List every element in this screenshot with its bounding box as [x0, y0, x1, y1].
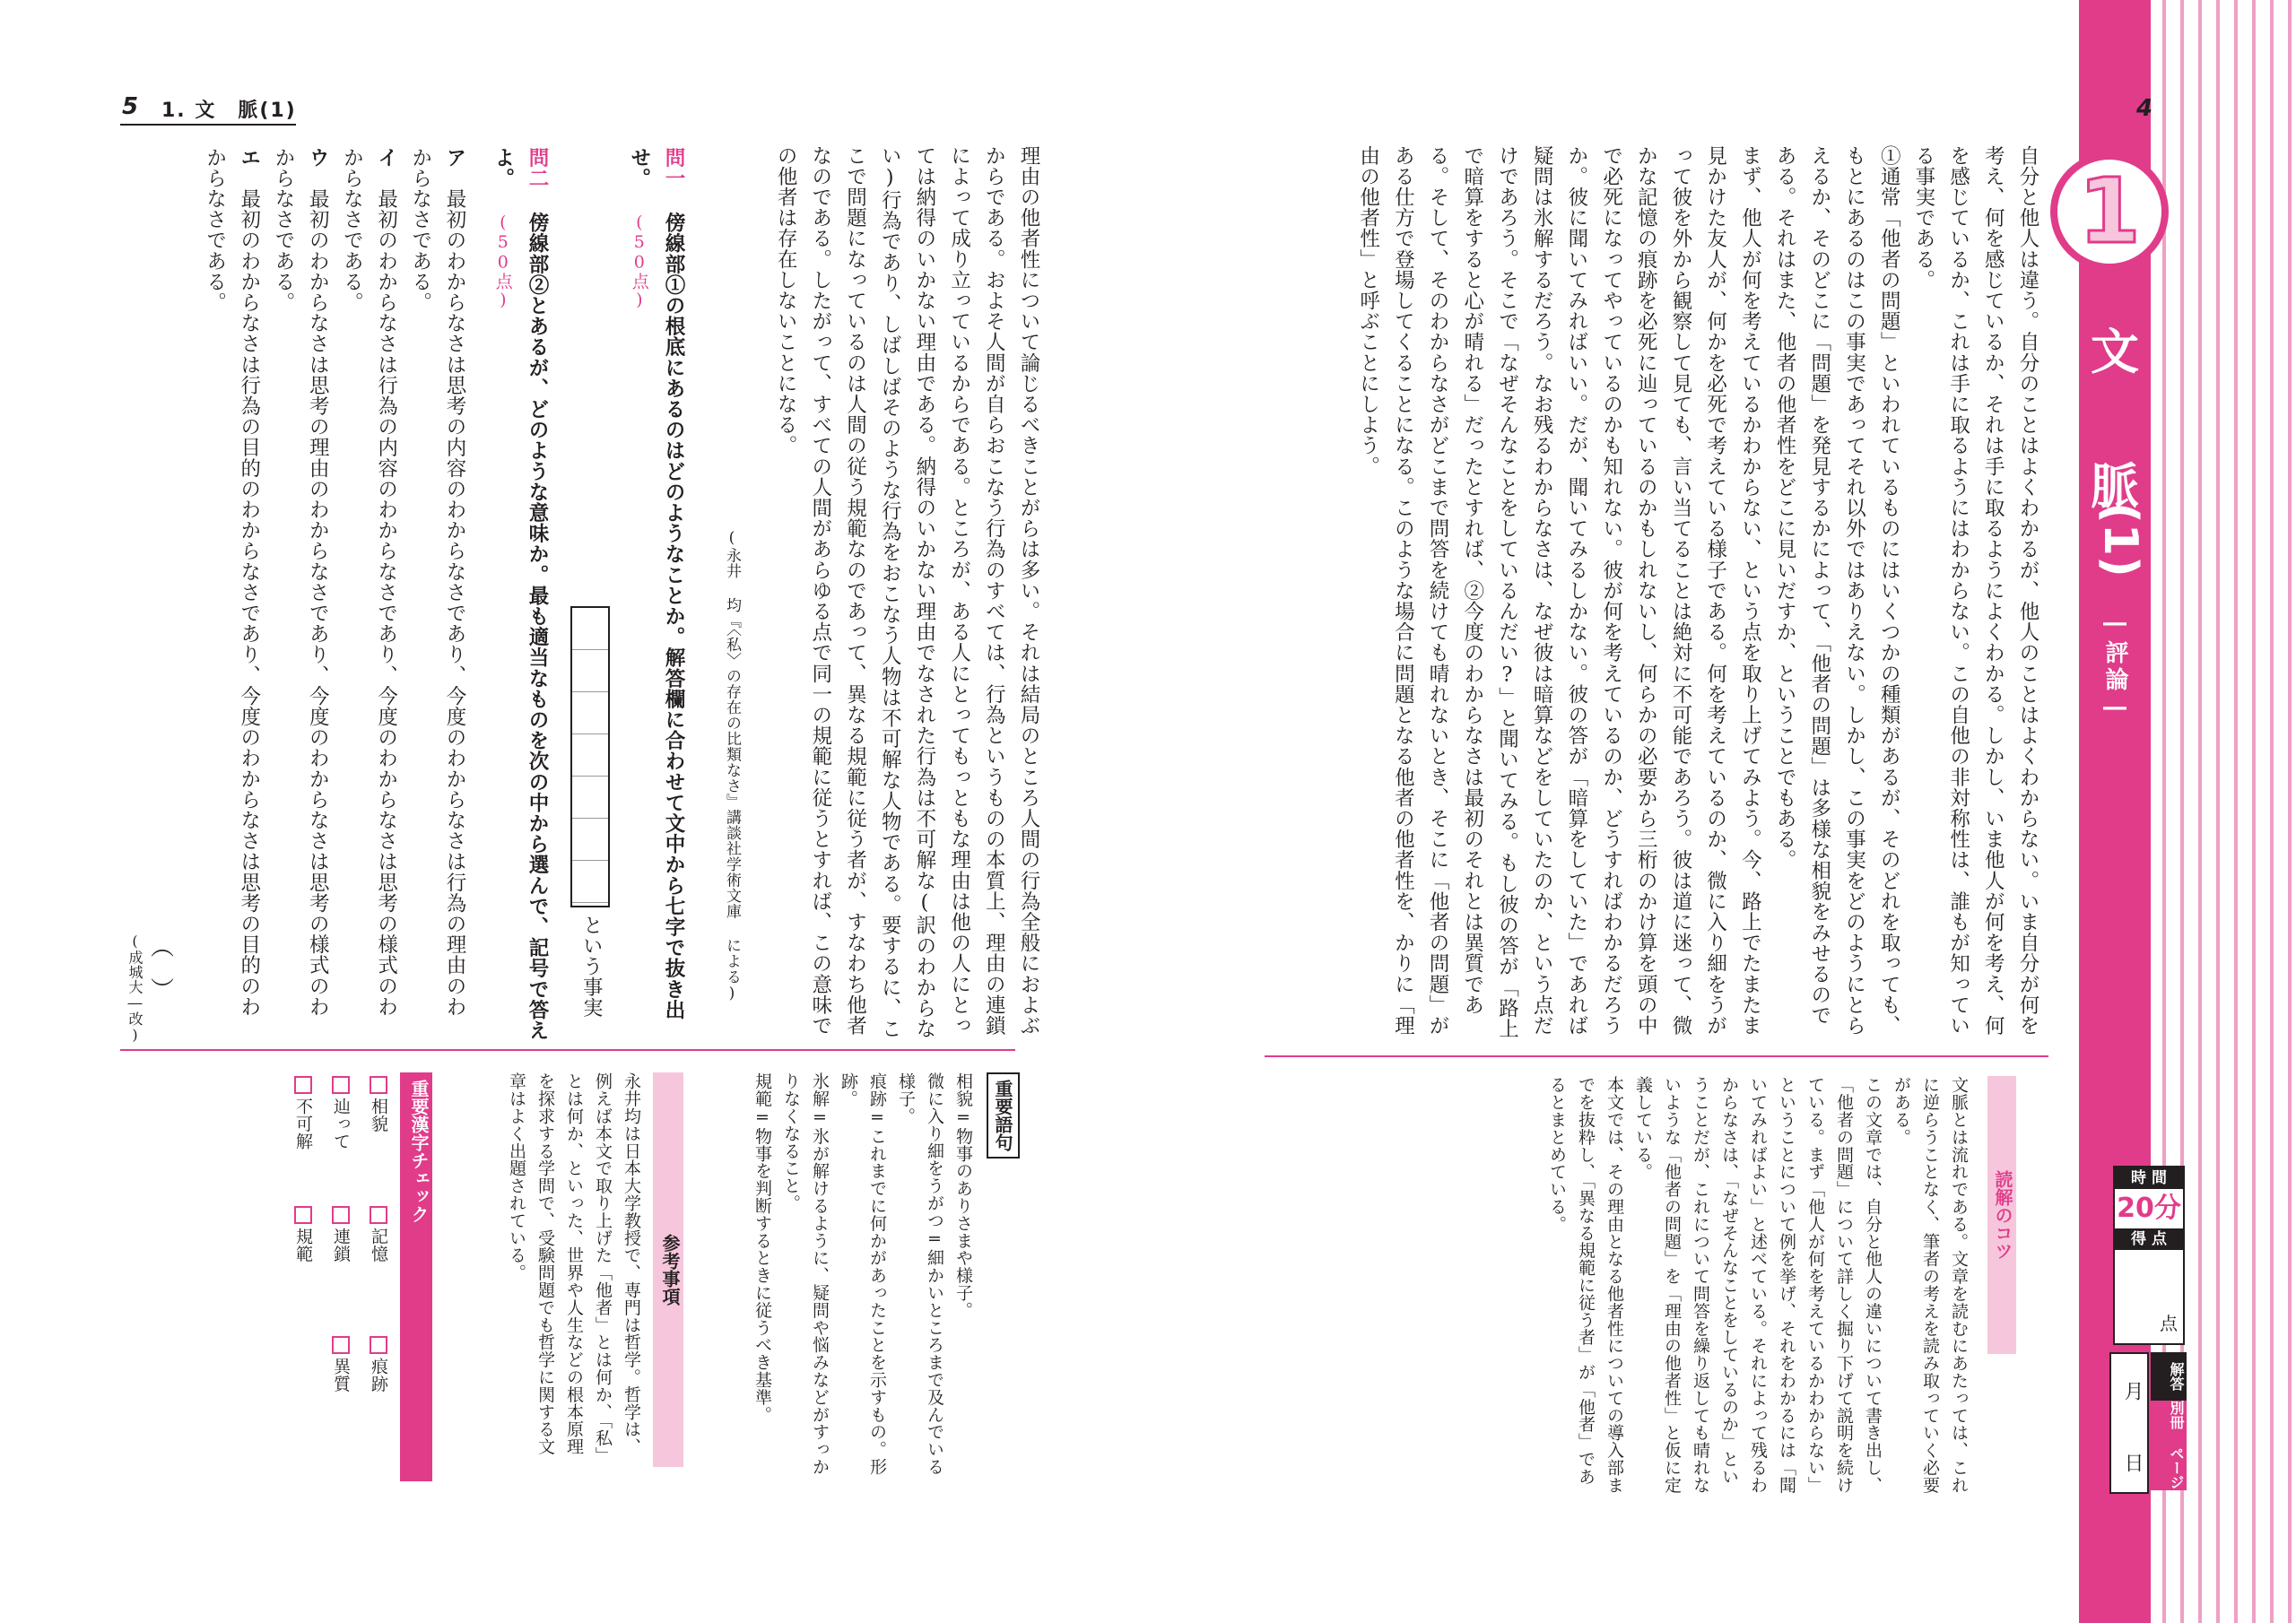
- question-2: [483, 147, 554, 1044]
- chapter-title-char-1: 文: [2091, 324, 2139, 380]
- left-page-number: 5: [122, 93, 139, 120]
- paragraph-3: まず、他人が何を考えているかわからない、という点を取り上げてみよう。今、路上でたまたま見かけた友人が、何かを必死で考えている様子である。何を考えているのか、微に入り細をうがって彼を外から観察して見ても、言い当てることは絶対に不可能であろう。彼は道に迷って、微かな記憶の痕跡を必死に辿っているのかもしれないし、何らかの必要から三桁のかけ算を頭の中で必死になってやっているのかも知れない。彼が何を考えているのか、どうすればわかるだろうか。彼に聞いてみればいい。だが、聞いてみるしかない。彼の答が「暗算をしていた」であれば疑問は氷解するだろう。なお残るわからなさは、なぜ彼は暗算などをしていたのか、という点だけであろう。そこで「なぜそんなことをしているんだい?」と聞いてみる。もし彼の答が「路上で暗算をすると心が晴れる」だったとすれば、②今度のわからなさは最初のそれとは異質である。そして、そのわからなさがどこまで問答を続けても晴れないとき、そこに「他者の問題」がある仕方で登場してくることになる。このような場合に問題となる他者の他者性を、かりに「理由の他者性」と呼ぶことにしよう。: [1356, 145, 1762, 1039]
- checkbox-icon: [370, 1206, 387, 1224]
- checkbox-icon: [332, 1076, 350, 1094]
- checkbox-icon: [294, 1076, 312, 1094]
- q1-text: 傍線部①の根底にあるのはどのようなことか。解答欄に合わせて文中から七字で抜き出せ。: [627, 147, 685, 1020]
- answer-label: 解答: [2151, 1352, 2187, 1401]
- tips-text: [1274, 1076, 1973, 1497]
- tips-box: [1274, 1076, 2022, 1497]
- vocab-item-4: 氷解=氷が解けるように、疑問や悩みなどがすっかりなくなること。: [781, 1072, 830, 1476]
- q1-answer-box[interactable]: [570, 606, 610, 907]
- kanji-item-5[interactable]: 連鎖: [326, 1206, 355, 1263]
- kanji-item-1[interactable]: 相貌: [364, 1076, 393, 1133]
- reference-text: 永井均は日本大学教授で、専門は哲学。哲学は、例えば本文で取り上げた「他者」とは何か、「私」とは何か、といった、世界や人生などの根本原理を探求する学問で、受験問題でも哲学に関する文章はよく出題されている。: [507, 1072, 641, 1464]
- right-divider: [1265, 1055, 2048, 1057]
- vocab-title: 重要語句: [987, 1072, 1020, 1159]
- paragraph-4: 理由の他者性について論じるべきことがらは多い。それは結局のところ人間の行為全般におよぶからである。およそ人間が自らおこなう行為のすべては、行為というものの本質上、理由の連鎖によって成り立っているからである。ところが、ある人にとってもっともな理由は他の人にとっては納得のいかない理由である。納得のいかない理由でなされた行為は不可解な(訳のわからない)行為であり、しばしばそのような行為をおこなう人物は不可解な人物である。要するに、ここで問題になっているのは人間の従う規範なのであって、異なる規範に従う者が、すなわち他者なのである。したがって、すべての人間があらゆる点で同一の規範に従うとすれば、この意味での他者は存在しないことになる。: [774, 145, 1040, 1039]
- tips-paragraph-3: 本文では、その理由となる他者性についての導入部までを抜粋し、「異なる規範に従う者」が「他者」であるとまとめている。: [1547, 1076, 1624, 1494]
- chapter-title-char-2: 脈: [2091, 458, 2139, 515]
- choice-e[interactable]: エ 最初のわからなさは行為の目的のわからなさであり、今度のわからなさは思考の目的のわからなさである。: [203, 147, 261, 1018]
- q1-points: (50点): [629, 212, 649, 310]
- vocab-item-3: 痕跡=これまでに何かがあったことを示すもの。形跡。: [839, 1072, 887, 1476]
- main-text-left: [750, 145, 1046, 1042]
- tips-paragraph-1: 文脈とは流れである。文章を読むにあたっては、これに逆らうことなく、筆者の考えを読み取っていく必要がある。: [1892, 1076, 1969, 1494]
- source-citation: (永井 均『〈私〉の存在の比類なさ』講談社学術文庫 による): [723, 529, 741, 1003]
- paragraph-1: 自分と他人は違う。自分のことはよくわかるが、他人のことはよくわからない。いま自分が何を考え、何を感じているか、それは手に取るようによくわかる。しかし、いま他人が何を考え、何を感じているか、これは手に取るようにはわからない。この自他の非対称性は、誰もが知っている事実である。: [1911, 145, 2039, 1037]
- checkbox-icon: [332, 1336, 350, 1354]
- answer-ref: 別冊 ページ: [2151, 1401, 2187, 1490]
- score-unit: 点: [2160, 1313, 2178, 1334]
- vocab-item-5: 規範=物事を判断するときに従うべき基準。: [752, 1072, 772, 1423]
- checkbox-icon: [332, 1206, 350, 1224]
- main-text-right: [1265, 145, 2045, 1042]
- date-month: 月: [2121, 1381, 2144, 1401]
- reference-title: 参考事項: [653, 1072, 683, 1467]
- tips-paragraph-2: この文章では、自分と他人の違いについて書き出し、「他者の問題」について詳しく掘り下げて説明を続けている。まず「他人が何を考えているかわからない」ということについて例を挙げ、それをわかるには「聞いてみればよい」と述べている。それによって残るわからなさは、「なぜそんなことをしているのか」ということだが、これについて問答を繰り返しても晴れないような「他者の問題」を「理由の他者性」と仮に定義している。: [1633, 1076, 1883, 1494]
- q2-choices: [158, 147, 472, 1026]
- left-running-title: 1. 文 脈(1): [161, 100, 297, 122]
- header-underline: [120, 124, 296, 126]
- q2-text: 傍線部②とあるが、どのような意味か。最も適当なものを次の中から選んで、記号で答えよ。: [491, 147, 549, 1041]
- paragraph-2: ①通常「他者の問題」といわれているものにはいくつかの種類があるが、そのどれを取っても、もとにあるのはこの事実であってそれ以外ではありえない。しかし、この事実をどのようにとらえるか、そのどこに「問題」を発見するかによって、「他者の問題」は多様な相貌をみせるのである。それはまた、他者の他者性をどこに見いだすか、ということでもある。: [1773, 145, 1901, 1037]
- score-label: 得 点: [2115, 1228, 2183, 1250]
- q2-points: (50点): [492, 212, 513, 310]
- date-day: 日: [2121, 1453, 2144, 1472]
- time-box: [2113, 1166, 2185, 1345]
- right-page-number: 4: [2136, 95, 2153, 122]
- kanji-list: [278, 1076, 395, 1471]
- vocab-item-2: 微に入り細をうがつ=細かいところまで及んでいる様子。: [896, 1072, 944, 1476]
- checkbox-icon: [370, 1336, 387, 1354]
- q2-source: (成城大―改): [126, 933, 144, 1044]
- chapter-genre: ―評論―: [2101, 610, 2128, 725]
- tips-title: 読解のコツ: [1987, 1076, 2016, 1354]
- time-value: 20分: [2117, 1193, 2181, 1224]
- q1-answer-suffix: という事実: [579, 915, 604, 1019]
- checkbox-icon: [294, 1206, 312, 1224]
- vocab-list: [735, 1072, 978, 1485]
- question-1: [619, 147, 691, 1044]
- kanji-item-7[interactable]: 不可解: [289, 1076, 317, 1150]
- choice-u[interactable]: ウ 最初のわからなさは思考の理由のわからなさであり、今度のわからなさは思考の様式のわからなさである。: [271, 147, 330, 1018]
- kanji-item-3[interactable]: 痕跡: [364, 1336, 393, 1393]
- kanji-item-6[interactable]: 異質: [326, 1336, 355, 1393]
- kanji-item-8[interactable]: 規範: [289, 1206, 317, 1263]
- kanji-item-4[interactable]: 辿って: [326, 1076, 355, 1150]
- q2-answer-paren[interactable]: ︵ ︶: [151, 934, 175, 1004]
- left-divider: [120, 1049, 1015, 1051]
- choice-a[interactable]: ア 最初のわからなさは思考の内容のわからなさであり、今度のわからなさは行為の理由のわからなさである。: [408, 147, 466, 1018]
- chapter-number: 1: [2078, 159, 2141, 264]
- q1-label: 問一: [662, 147, 685, 189]
- date-box: [2109, 1352, 2149, 1494]
- checkbox-icon: [370, 1076, 387, 1094]
- chapter-title-char-3: (1): [2093, 502, 2147, 577]
- vocab-item-1: 相貌=物事のありさまや様子。: [953, 1072, 973, 1319]
- kanji-item-2[interactable]: 記憶: [364, 1206, 393, 1263]
- kanji-title: 重要漢字チェック: [400, 1072, 432, 1481]
- q2-label: 問二: [526, 147, 549, 189]
- time-label: 時 間: [2115, 1167, 2183, 1189]
- choice-i[interactable]: イ 最初のわからなさは行為の内容のわからなさであり、今度のわからなさは思考の様式のわからなさである。: [340, 147, 398, 1018]
